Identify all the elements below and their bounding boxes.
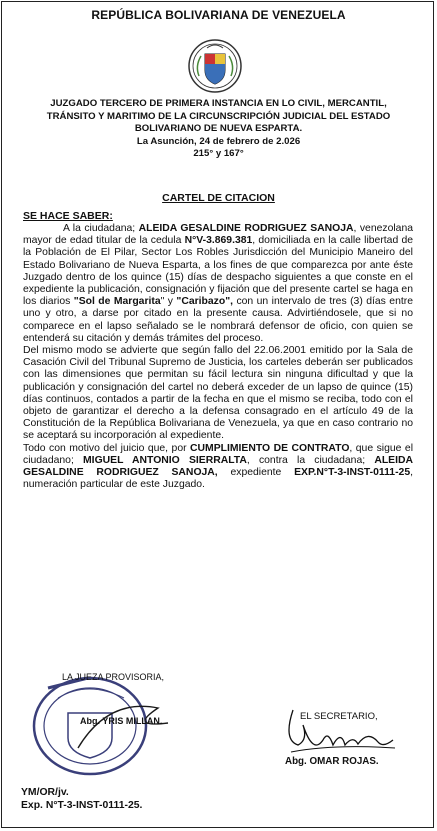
text: , venezolana mayor de edad titular de la cedula <box>23 223 413 247</box>
plaintiff-name: MIGUEL ANTONIO SIERRALTA <box>83 454 247 466</box>
secretary-title: EL SECRETARIO, <box>300 711 378 722</box>
text: , numeración particular de este Juzgado. <box>23 467 413 491</box>
notice-body <box>23 223 413 491</box>
text: , domiciliada en la calle libertad de la Población de El Pilar, Sector Los Robles Jurisdicción del Municipio Maneiro del Estado Bolivariano de Nueva Esparta, a los fines de que comparezca por ante éste Juzgado dentro de los quince (15) días de despacho siguientes a que conste en el expediente la publicación, consignación y fijación que del presente cartel se haga en los diarios <box>23 235 413 308</box>
court-line: TRÁNSITO Y MARITIMO DE LA CIRCUNSCRIPCIÓN JUDICIAL DEL ESTADO <box>46 110 391 122</box>
paragraph-warning: Del mismo modo se advierte que según fallo del 22.06.2001 emitido por la Sala de Casación Civil del Tribunal Supremo de Justicia, los carteles deberán ser publicados con las dimensiones que permitan su fácil lectura sin ninguna dificultad y que la publicación y consignación del cartel no deberá exceder de un lapso de quince (15) días continuos, contados a partir de la fecha en que el mismo se reciba, todo con el objeto de garantizar el derecho a la defensa consagrado en el artículo 49 de la Constitución de la República Bolivariana de Venezuela, ya que en caso contrario no se aceptará su incorporación al expediente. <box>23 345 413 442</box>
defendant-name: ALEIDA GESALDINE RODRIGUEZ SANOJA, <box>23 454 413 479</box>
court-line: BOLIVARIANO DE NUEVA ESPARTA. <box>134 123 303 134</box>
text: con un intervalo de tres (3) días entre uno y otro, a darse por citado en la presente causa. Advirtiéndosele, que si no comparece en el lapso señalado se le nombrará defensor de oficio, con quien se entenderá su citación y demás trámites del proceso. <box>23 296 413 344</box>
years-line: 215° y 167° <box>193 148 244 159</box>
initials: YM/OR/jv. <box>21 787 69 798</box>
text: expediente <box>217 467 295 479</box>
file-number: EXP.N°T-3-INST-0111-25 <box>294 467 411 479</box>
newspaper-name: "Sol de Margarita <box>73 296 161 308</box>
id-number: N°V-3.869.381 <box>184 235 253 247</box>
text: , contra la ciudadana; <box>246 454 375 466</box>
text: Todo con motivo del juicio que, por <box>23 442 191 454</box>
paragraph-citation <box>23 223 413 345</box>
paragraph-case <box>23 443 413 492</box>
newspaper-name: "Caribazo", <box>176 296 234 308</box>
file-reference: Exp. N°T-3-INST-0111-25. <box>21 800 143 811</box>
text: , que sigue el ciudadano; <box>23 442 413 466</box>
court-header <box>0 98 437 161</box>
se-hace-saber-heading: SE HACE SABER: <box>23 210 113 222</box>
footer <box>21 786 142 812</box>
judge-name: Abg. YRIS MILLAN. <box>80 716 163 726</box>
republic-title: REPÚBLICA BOLIVARIANA DE VENEZUELA <box>91 8 346 22</box>
case-type: CUMPLIMIENTO DE CONTRATO <box>190 442 350 454</box>
defendant-name: ALEIDA GESALDINE RODRIGUEZ SANOJA <box>138 223 354 234</box>
notice-title: CARTEL DE CITACION <box>162 192 275 204</box>
text: A la ciudadana; <box>63 223 139 234</box>
judge-stamp-title: LA JUEZA PROVISORIA, <box>62 672 165 682</box>
court-line: JUZGADO TERCERO DE PRIMERA INSTANCIA EN LO CIVIL, MERCANTIL, <box>50 98 387 109</box>
venezuela-coat-of-arms-seal <box>187 38 243 94</box>
text: " y <box>160 296 177 308</box>
secretary-name: Abg. OMAR ROJAS. <box>285 756 379 767</box>
date-line: La Asunción, 24 de febrero de 2.026 <box>136 135 301 147</box>
